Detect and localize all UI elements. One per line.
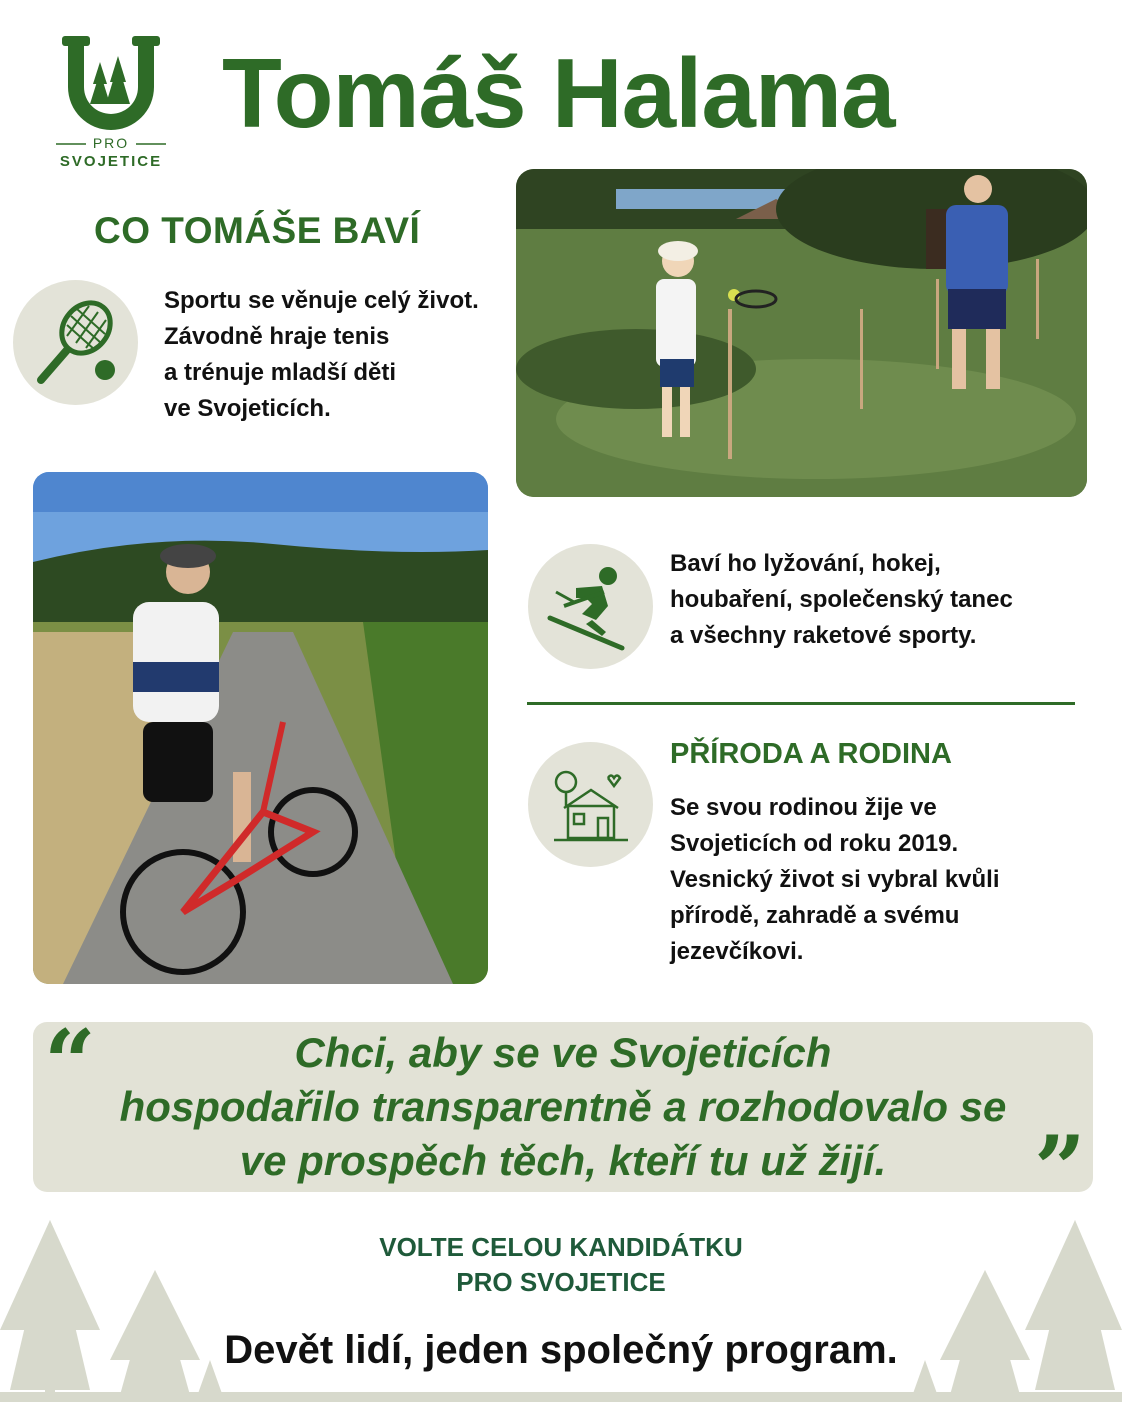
tennis-icon-circle <box>13 280 138 405</box>
slogan: Devět lidí, jeden společný program. <box>224 1328 898 1372</box>
tennis-racket-icon <box>31 298 121 388</box>
skier-icon <box>546 562 636 652</box>
hobbies-heading: CO TOMÁŠE BAVÍ <box>94 210 421 251</box>
quote-open-mark: “ <box>44 1010 96 1116</box>
bike-photo <box>33 472 488 984</box>
cta-line-2: PRO SVOJETICE <box>456 1267 666 1297</box>
text-line: houbaření, společenský tanec <box>670 586 1013 613</box>
tennis-description <box>164 283 524 427</box>
quote-line: Chci, aby se ve Svojeticích <box>294 1029 832 1076</box>
ski-icon-circle <box>528 544 653 669</box>
text-line: Se svou rodinou žije ve <box>670 794 937 821</box>
logo-text-pro: PRO <box>92 135 130 151</box>
quote-close-mark: ” <box>1034 1116 1086 1222</box>
house-icon-circle <box>528 742 653 867</box>
logo-text-svojetice: SVOJETICE <box>59 153 163 170</box>
nature-heading: PŘÍRODA A RODINA <box>670 738 952 770</box>
page-title: Tomáš Halama <box>222 38 895 148</box>
text-line: Svojeticích od roku 2019. <box>670 830 959 857</box>
text-line: Sportu se věnuje celý život. <box>164 287 479 314</box>
text-line: a trénuje mladší děti <box>164 359 397 386</box>
text-line: přírodě, zahradě a svému <box>670 902 960 929</box>
text-line: Vesnický život si vybral kvůli <box>670 866 1000 893</box>
text-line: Závodně hraje tenis <box>164 323 390 350</box>
sports-description <box>670 546 1090 654</box>
text-line: Baví ho lyžování, hokej, <box>670 550 941 577</box>
house-icon <box>546 760 636 850</box>
quote-line: ve prospěch těch, kteří tu už žijí. <box>239 1137 887 1184</box>
nature-description <box>670 790 1090 970</box>
text-line: jezevčíkovi. <box>670 938 804 965</box>
quote-line: hospodařilo transparentně a rozhodovalo se <box>119 1083 1007 1130</box>
text-line: ve Svojeticích. <box>164 395 331 422</box>
cta-line-1: VOLTE CELOU KANDIDÁTKU <box>379 1232 743 1262</box>
section-divider <box>527 702 1075 705</box>
horseshoe-logo-icon <box>48 32 174 172</box>
tennis-photo <box>516 169 1087 497</box>
text-line: a všechny raketové sporty. <box>670 622 977 649</box>
quote-text <box>60 1026 1066 1188</box>
